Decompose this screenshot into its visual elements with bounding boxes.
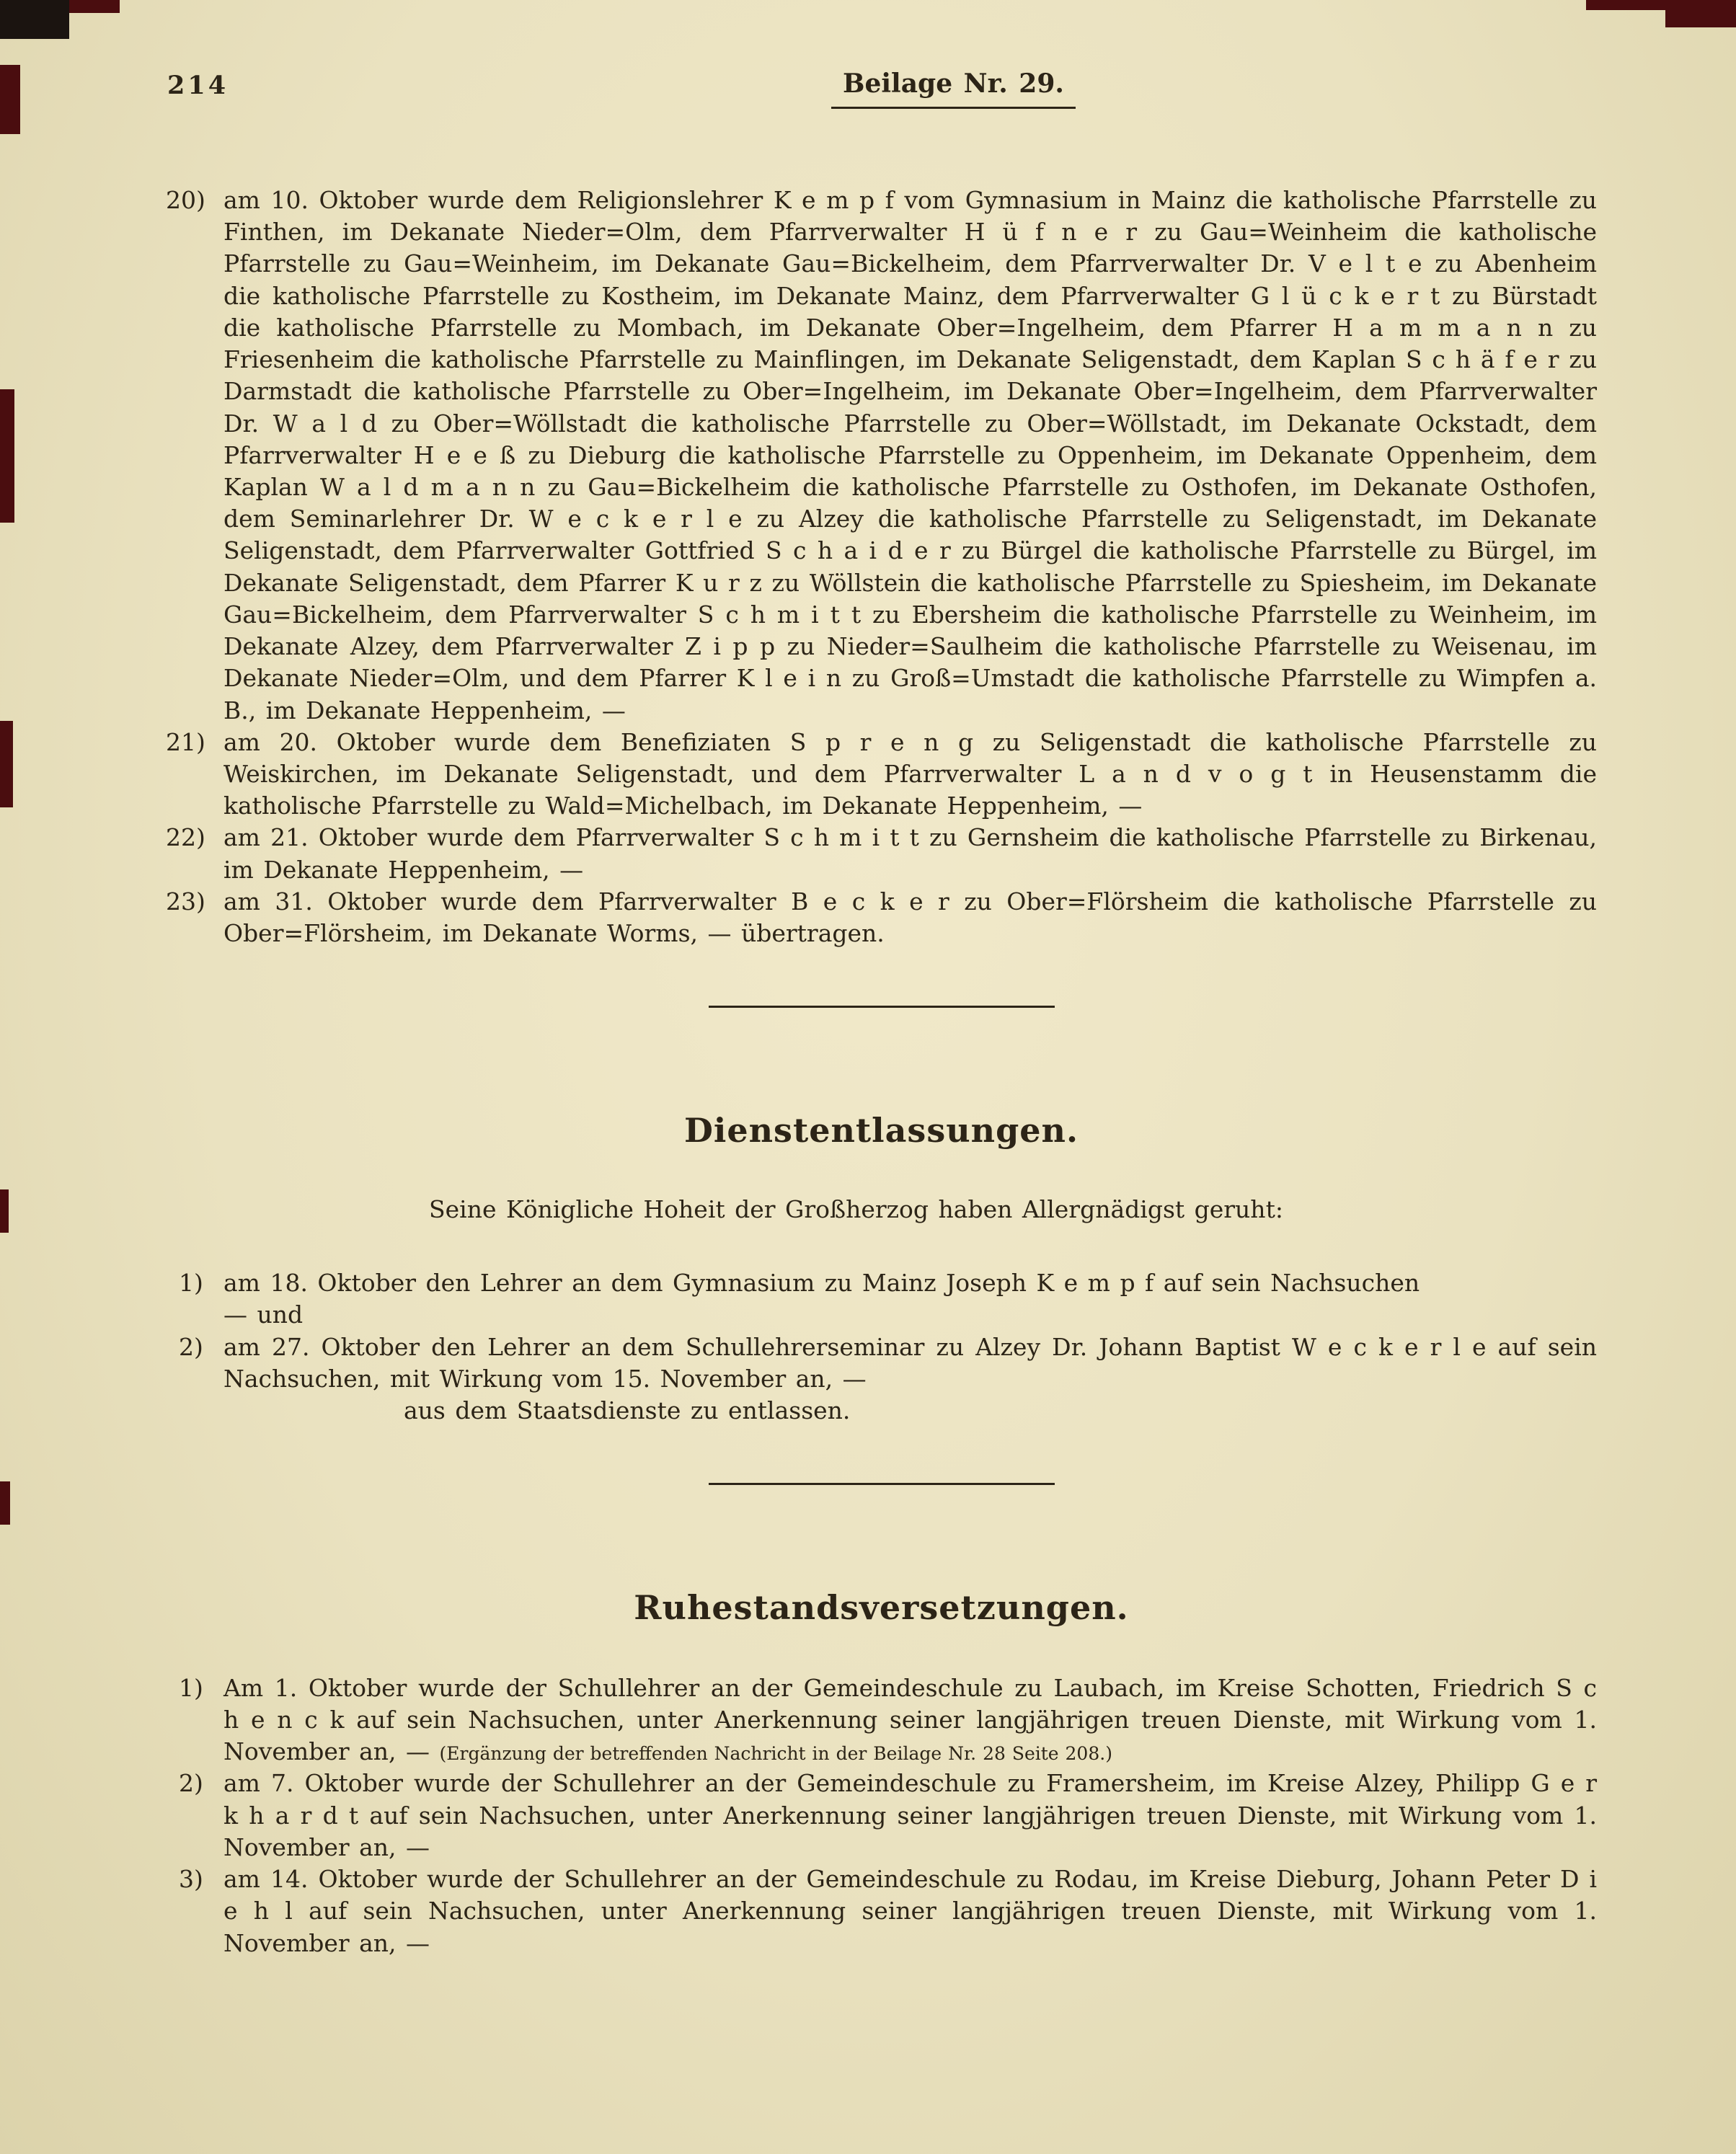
- page-content: [166, 66, 1597, 1959]
- scan-artifact: [69, 0, 120, 13]
- list-item: [166, 727, 1597, 823]
- list-item: [166, 1863, 1597, 1959]
- item-number: 3): [179, 1865, 203, 1894]
- section-divider: [709, 1483, 1055, 1485]
- scan-artifact: [0, 1481, 10, 1525]
- scan-artifact: [0, 65, 20, 134]
- list-item: [166, 1672, 1597, 1768]
- item-text-continuation: — und: [223, 1300, 304, 1329]
- scan-artifact: [0, 721, 13, 807]
- item-text: am 20. Oktober wurde dem Benefiziaten S p r e n g zu Seligenstadt die katholische Pfarrstelle zu Weiskirchen, im Dekanate Seligenstadt, und dem Pfarrverwalter L a n d v o g t in Heusenstamm die katholische Pfarrstelle zu Wald=Michelbach, im Dekanate Heppenheim, —: [223, 727, 1597, 820]
- scan-artifact: [0, 389, 14, 523]
- retirements-list: [166, 1672, 1597, 1959]
- page-header: [166, 66, 1597, 108]
- scan-artifact: [0, 1189, 9, 1233]
- scan-artifact: [1586, 0, 1667, 10]
- item-number: 23): [166, 887, 205, 916]
- closing-line: aus dem Staatsdienste zu entlassen.: [404, 1396, 851, 1424]
- page-number: 214: [167, 71, 229, 100]
- item-text: am 10. Oktober wurde dem Religionslehrer K e m p f vom Gymnasium in Mainz die katholische Pfarrstelle zu Finthen, im Dekanate Nieder=Olm, dem Pfarrverwalter H ü f n e r zu Gau=Weinheim die katholische Pfarrstelle zu Gau=Weinheim, im Dekanate Gau=Bickelheim, dem Pfarrverwalter Dr. V e l t e zu Abenheim die katholische Pfarrstelle zu Kostheim, im Dekanate Mainz, dem Pfarrverwalter G l ü c k e r t zu Bürstadt die katholische Pfarrstelle zu Mombach, im Dekanate Ober=Ingelheim, dem Pfarrer H a m m a n n zu Friesenheim die katholische Pfarrstelle zu Mainflingen, im Dekanate Seligenstadt, dem Kaplan S c h ä f e r zu Darmstadt die katholische Pfarrstelle zu Ober=Ingelheim, im Dekanate Ober=Ingelheim, dem Pfarrverwalter Dr. W a l d zu Ober=Wöllstadt die katholische Pfarrstelle zu Ober=Wöllstadt, im Dekanate Ockstadt, dem Pfarrverwalter H e e ß zu Dieburg die katholische Pfarrstelle zu Oppenheim, im Dekanate Oppenheim, dem Kaplan W a l d m a n n zu Gau=Bickelheim die katholische Pfarrstelle zu Osthofen, im Dekanate Osthofen, dem Seminarlehrer Dr. W e c k e r l e zu Alzey die katholische Pfarrstelle zu Seligenstadt, im Dekanate Seligenstadt, dem Pfarrverwalter Gottfried S c h a i d e r zu Bürgel die katholische Pfarrstelle zu Bürgel, im Dekanate Seligenstadt, dem Pfarrer K u r z zu Wöllstein die katholische Pfarrstelle zu Spiesheim, im Dekanate Gau=Bickelheim, dem Pfarrverwalter S c h m i t t zu Ebersheim die katholische Pfarrstelle zu Weinheim, im Dekanate Alzey, dem Pfarrverwalter Z i p p zu Nieder=Saulheim die katholische Pfarrstelle zu Weisenau, im Dekanate Nieder=Olm, und dem Pfarrer K l e i n zu Groß=Umstadt die katholische Pfarrstelle zu Wimpfen a. B., im Dekanate Heppenheim, —: [223, 186, 1597, 724]
- item-number: 20): [166, 186, 205, 214]
- section-intro: Seine Königliche Hoheit der Großherzog haben Allergnädigst geruht:: [429, 1195, 1283, 1223]
- dismissals-list: [166, 1267, 1597, 1427]
- item-text: am 21. Oktober wurde dem Pfarrverwalter S c h m i t t zu Gernsheim die katholische Pfarrstelle zu Birkenau, im Dekanate Heppenheim, —: [223, 823, 1597, 884]
- scan-artifact: [1665, 0, 1736, 27]
- item-number: 1): [179, 1269, 203, 1298]
- item-number: 2): [179, 1332, 203, 1361]
- header-title: Beilage Nr. 29.: [831, 66, 1076, 109]
- item-text: am 31. Oktober wurde dem Pfarrverwalter B e c k e r zu Ober=Flörsheim die katholische Pfarrstelle zu Ober=Flörsheim, im Dekanate Worms, — übertragen.: [223, 887, 1597, 948]
- item-text: am 27. Oktober den Lehrer an dem Schullehrerseminar zu Alzey Dr. Johann Baptist W e c k e r l e auf sein Nachsuchen, mit Wirkung vom 15. November an, —: [223, 1332, 1597, 1393]
- item-number: 1): [179, 1673, 203, 1702]
- section-title: Ruhestandsversetzungen.: [634, 1588, 1129, 1628]
- item-number: 21): [166, 727, 205, 756]
- item-text-main: Am 1. Oktober wurde der Schullehrer an der Gemeindeschule zu Laubach, im Kreise Schotten, Friedrich S c h e n c k auf sein Nachsuchen, unter Anerkennung seiner langjährigen treuen Dienste, mit Wirkung vom 1. November an, —: [223, 1673, 1597, 1766]
- dismissals-section: [166, 1109, 1597, 1427]
- item-number: 22): [166, 823, 205, 852]
- section-title: Dienstentlassungen.: [683, 1111, 1079, 1151]
- list-item: [166, 886, 1597, 949]
- item-text: am 14. Oktober wurde der Schullehrer an der Gemeindeschule zu Rodau, im Kreise Dieburg, Johann Peter D i e h l auf sein Nachsuchen, unter Anerkennung seiner langjährigen treuen Dienste, mit Wirkung vom 1. November an, —: [223, 1865, 1597, 1957]
- scan-artifact: [0, 0, 69, 39]
- item-text-main: am 18. Oktober den Lehrer an dem Gymnasium zu Mainz Joseph K e m p f auf sein Nachsuchen: [223, 1269, 1420, 1298]
- list-item: [166, 185, 1597, 727]
- list-item: [166, 822, 1597, 885]
- transfers-section: [166, 185, 1597, 949]
- list-item: [166, 1331, 1597, 1395]
- item-text: [223, 1672, 1597, 1768]
- header-title-wrap: [166, 66, 1597, 109]
- item-text: [223, 1267, 1597, 1331]
- section-divider: [709, 1006, 1055, 1008]
- list-item: [166, 1768, 1597, 1863]
- item-note: (Ergänzung der betreffenden Nachricht in der Beilage Nr. 28 Seite 208.): [439, 1743, 1112, 1765]
- retirements-section: [166, 1586, 1597, 1959]
- list-item: [166, 1267, 1597, 1331]
- item-number: 2): [179, 1769, 203, 1798]
- item-text: am 7. Oktober wurde der Schullehrer an der Gemeindeschule zu Framersheim, im Kreise Alzey, Philipp G e r k h a r d t auf sein Nachsuchen, unter Anerkennung seiner langjährigen treuen Dienste, mit Wirkung vom 1. November an, —: [223, 1769, 1597, 1861]
